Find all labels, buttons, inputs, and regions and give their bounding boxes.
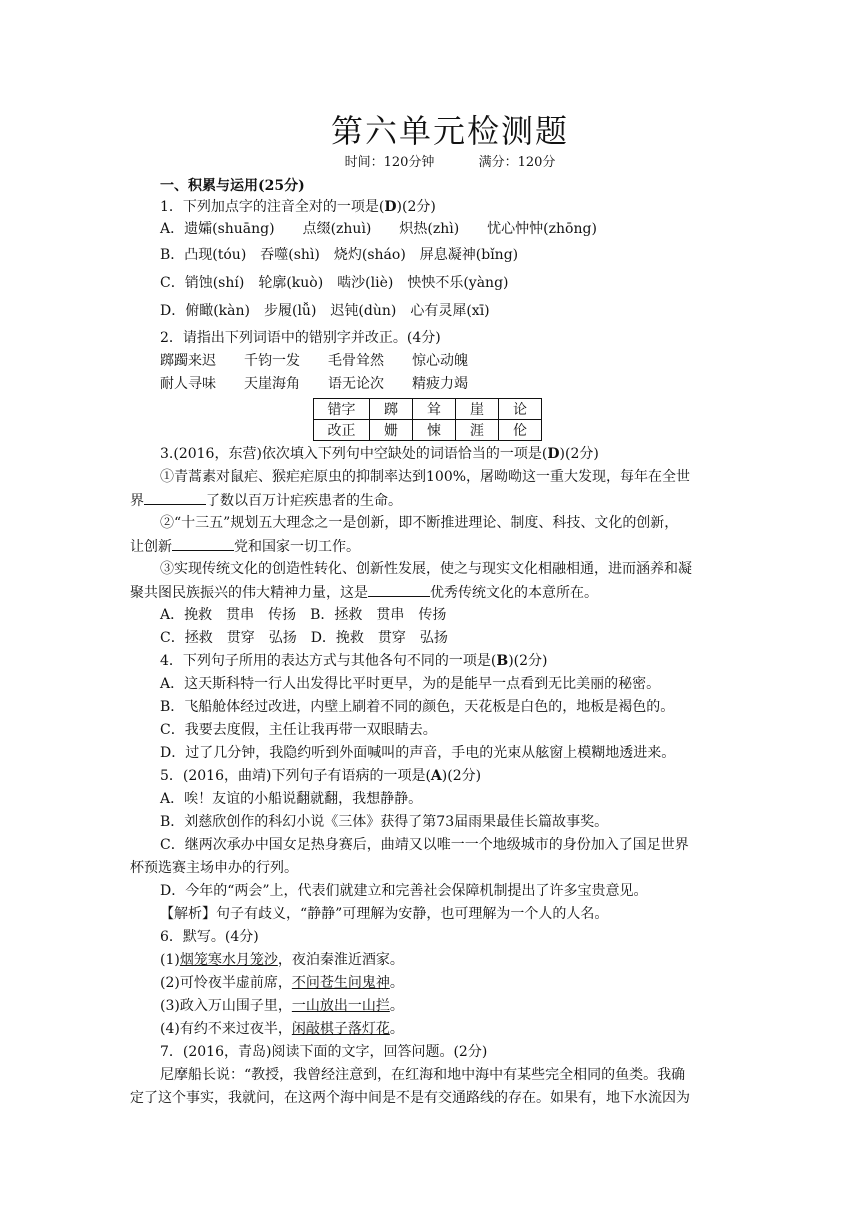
table-cell: 崖 [456, 399, 499, 420]
question-4-option: A．这天斯科特一行人出发得比平时更早，为的是能早一点看到无比美丽的秘密。 [160, 676, 661, 692]
question-3-sentence: ③实现传统文化的创造性转化、创新性发展，使之与现实文化相融相通，进而涵养和凝 [160, 561, 692, 577]
dictation-answer: 烟笼寒水月笼沙 [179, 952, 278, 968]
table-cell: 涯 [456, 420, 499, 441]
fill-blank[interactable] [144, 490, 206, 505]
question-6-stem: 6．默写。(4分) [160, 929, 259, 945]
question-2-stem: 2．请指出下列词语中的错别字并改正。(4分) [160, 330, 441, 346]
question-5-option: A．唉！友谊的小船说翻就翻，我想静静。 [160, 791, 423, 807]
table-cell: 悚 [413, 420, 456, 441]
question-1-answer: D [384, 199, 397, 215]
dictation-line: (3)政入万山围子里，一山放出一山拦。 [160, 998, 404, 1014]
passage-line: 尼摩船长说：“教授，我曾经注意到，在红海和地中海中有某些完全相同的鱼类。我确 [160, 1067, 686, 1083]
question-5-option: C．继两次承办中国女足热身赛后，曲靖又以唯一一个地级城市的身份加入了国足世界 [160, 837, 689, 853]
question-1-option: B．凸现(tóu) 吞噬(shì) 烧灼(sháo) 屏息凝神(bǐng) [160, 247, 519, 263]
table-cell: 错字 [314, 399, 370, 420]
question-1-stem: 1．下列加点字的注音全对的一项是(D)(2分) [160, 199, 436, 215]
question-3-sentence: 界 了数以百万计疟疾患者的生命。 [130, 490, 402, 511]
question-3-answer: D [547, 446, 560, 462]
question-5-option-cont: 杯预选赛主场申办的行列。 [130, 860, 298, 876]
question-3-options: C．拯救 贯穿 弘扬 D．挽救 贯穿 弘扬 [160, 630, 448, 646]
question-2-words-row: 耐人寻味 天崖海角 语无论次 精疲力竭 [160, 376, 468, 392]
question-3-stem: 3.(2016，东营)依次填入下列句中空缺处的词语恰当的一项是(D)(2分) [160, 446, 599, 462]
question-2-words-row: 踯躅来迟 千钧一发 毛骨耸然 惊心动魄 [160, 353, 468, 369]
question-3-sentence: ①青蒿素对鼠疟、猴疟疟原虫的抑制率达到100%，屠呦呦这一重大发现，每年在全世 [160, 469, 691, 485]
dictation-line: (2)可怜夜半虚前席，不问苍生问鬼神。 [160, 975, 404, 991]
fill-blank[interactable] [172, 536, 234, 551]
passage-line: 定了这个事实，我就问，在这两个海中间是不是有交通路线的存在。如果有，地下水流因为 [130, 1090, 690, 1106]
dictation-answer: 不问苍生问鬼神 [291, 975, 390, 991]
question-5-option: D．今年的“两会”上，代表们就建立和完善社会保障机制提出了许多宝贵意见。 [160, 883, 648, 899]
question-3-sentence: ②“十三五”规划五大理念之一是创新，即不断推进理论、制度、科技、文化的创新， [160, 515, 679, 531]
question-1-option: A．遗孀(shuāng) 点缀(zhuì) 炽热(zhì) 忧心忡忡(zhōng) [160, 221, 597, 237]
table-cell: 踯 [370, 399, 413, 420]
table-cell: 耸 [413, 399, 456, 420]
question-4-stem: 4．下列句子所用的表达方式与其他各句不同的一项是(B)(2分) [160, 653, 548, 669]
full-score: 满分：120分 [478, 155, 556, 170]
question-5-answer: A [430, 768, 442, 784]
question-1-option: D．俯瞰(kàn) 步履(lǚ) 迟钝(dùn) 心有灵犀(xī) [160, 303, 490, 319]
table-cell: 姗 [370, 420, 413, 441]
table-row [314, 399, 542, 420]
question-4-option: D．过了几分钟，我隐约听到外面喊叫的声音，手电的光束从舷窗上模糊地透进来。 [160, 745, 676, 761]
fill-blank[interactable] [368, 582, 430, 597]
question-5-analysis: 【解析】句子有歧义，“静静”可理解为安静，也可理解为一个人的人名。 [160, 906, 609, 922]
question-7-stem: 7．(2016，青岛)阅读下面的文字，回答问题。(2分) [160, 1044, 488, 1060]
table-cell: 改正 [314, 420, 370, 441]
exam-meta [0, 151, 860, 170]
question-4-option: C．我要去度假，主任让我再带一双眼睛去。 [160, 722, 437, 738]
correction-table [313, 398, 542, 441]
section-heading: 一、积累与运用(25分) [160, 178, 305, 194]
question-3-sentence: 让创新 党和国家一切工作。 [130, 536, 360, 557]
question-5-stem: 5．(2016，曲靖)下列句子有语病的一项是(A)(2分) [160, 768, 482, 784]
time-limit: 时间：120分钟 [344, 155, 435, 170]
dictation-answer: 一山放出一山拦 [291, 998, 390, 1014]
dictation-line: (4)有约不来过夜半，闲敲棋子落灯花。 [160, 1021, 404, 1037]
question-5-option: B．刘慈欣创作的科幻小说《三体》获得了第73届雨果最佳长篇故事奖。 [160, 814, 609, 830]
dictation-line: (1)烟笼寒水月笼沙，夜泊秦淮近酒家。 [160, 952, 404, 968]
table-cell: 伦 [499, 420, 542, 441]
dictation-answer: 闲敲棋子落灯花 [291, 1021, 390, 1037]
table-row [314, 420, 542, 441]
question-4-answer: B [496, 653, 509, 669]
question-1-option: C．销蚀(shí) 轮廓(kuò) 啮沙(liè) 怏怏不乐(yàng) [160, 275, 509, 291]
question-4-option: B．飞船舱体经过改进，内壁上刷着不同的颜色，天花板是白色的，地板是褐色的。 [160, 699, 675, 715]
question-3-options: A．挽救 贯串 传扬 B．拯救 贯串 传扬 [160, 607, 447, 623]
question-3-sentence: 聚共图民族振兴的伟大精神力量，这是 优秀传统文化的本意所在。 [130, 582, 598, 603]
page-title: 第六单元检测题 [330, 112, 569, 150]
table-cell: 论 [499, 399, 542, 420]
